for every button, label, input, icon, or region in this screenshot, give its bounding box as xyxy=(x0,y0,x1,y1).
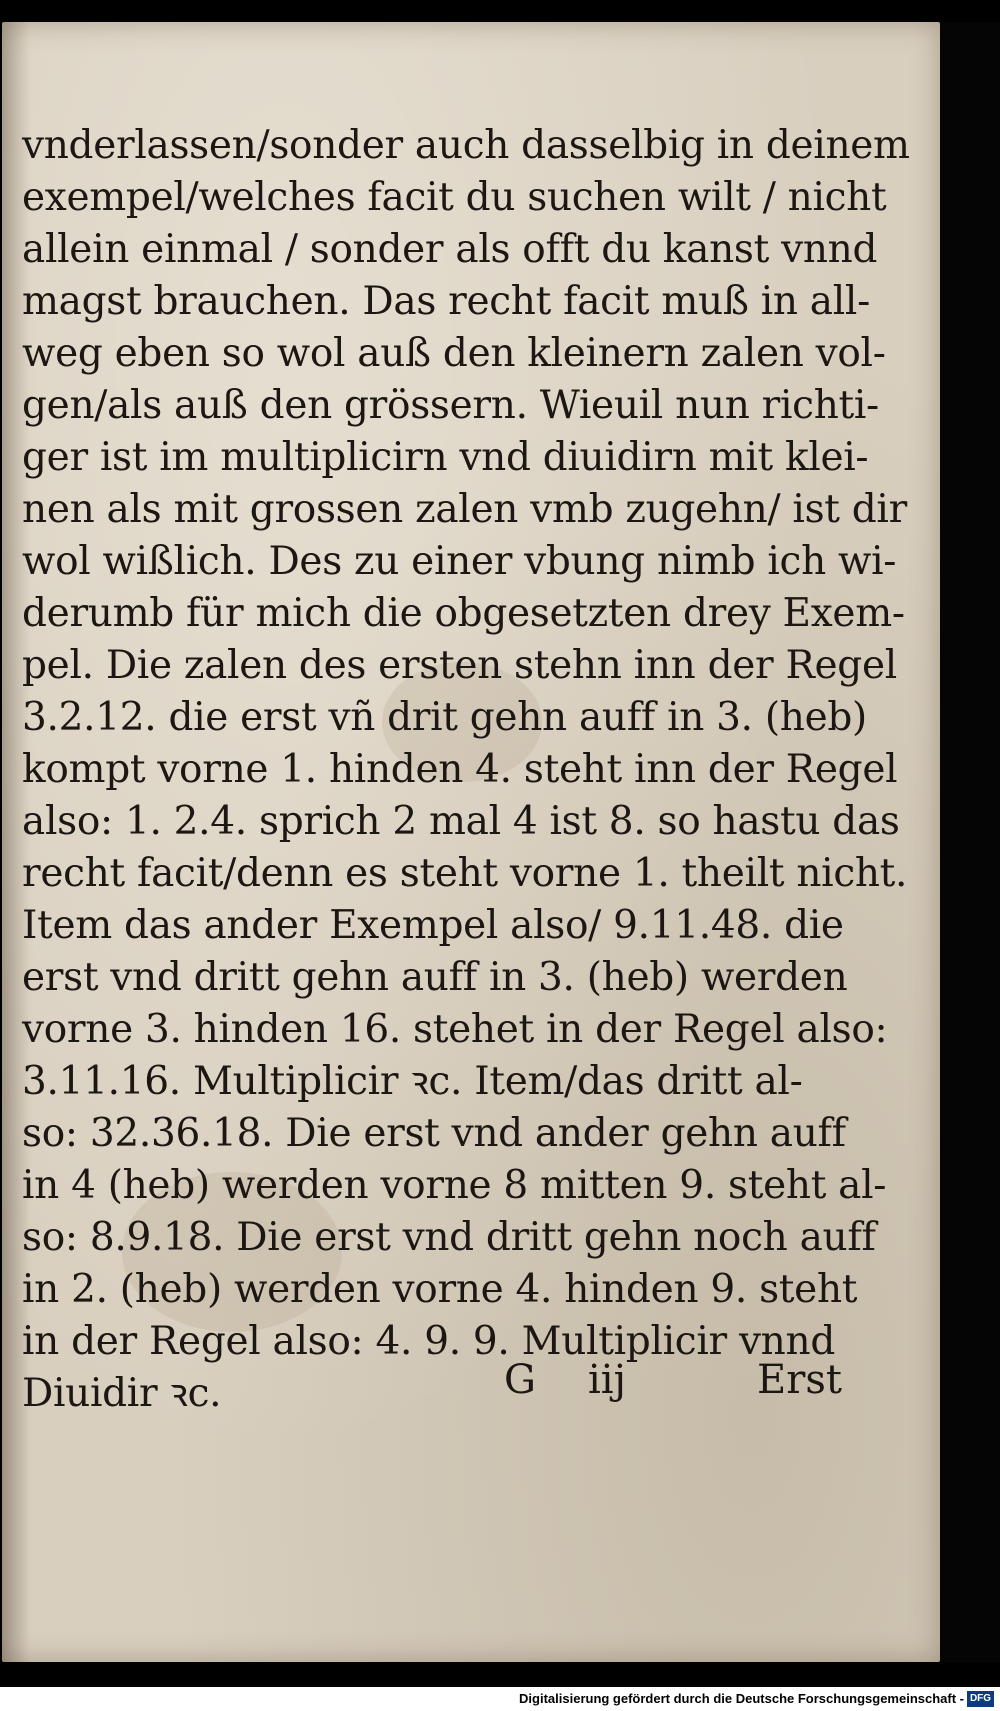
signature-mark: G xyxy=(504,1357,536,1403)
text-line: 3.11.16. Multiplicir ꝛc. Item/das dritt al- xyxy=(22,1059,803,1104)
signature-number: iij xyxy=(588,1357,626,1403)
dfg-logo-icon: DFG xyxy=(967,1691,994,1707)
text-line: vorne 3. hinden 16. stehet in der Regel also: xyxy=(22,1007,888,1052)
funding-credit-text: Digitalisierung gefördert durch die Deutsche Forschungsgemeinschaft - xyxy=(519,1691,964,1706)
text-line: in 4 (heb) werden vorne 8 mitten 9. steht al- xyxy=(22,1163,887,1208)
text-line: erst vnd dritt gehn auff in 3. (heb) werden xyxy=(22,955,848,1000)
text-line: in der Regel also: 4. 9. 9. Multiplicir vnnd xyxy=(22,1319,835,1364)
book-page xyxy=(2,22,940,1662)
text-line: gen/als auß den grössern. Wieuil nun richti- xyxy=(22,383,879,428)
text-line: so: 8.9.18. Die erst vnd dritt gehn noch auff xyxy=(22,1215,876,1260)
page-text xyxy=(22,120,910,1420)
text-line: weg eben so wol auß den kleinern zalen vol- xyxy=(22,331,886,376)
text-line: Item das ander Exempel also/ 9.11.48. die xyxy=(22,903,844,948)
text-line: Diuidir ꝛc. xyxy=(22,1371,222,1416)
page-footer xyxy=(2,1350,940,1410)
funding-credit-bar xyxy=(0,1687,1000,1711)
text-line: magst brauchen. Das recht facit muß in all- xyxy=(22,279,870,324)
text-line: so: 32.36.18. Die erst vnd ander gehn auff xyxy=(22,1111,846,1156)
text-line: nen als mit grossen zalen vmb zugehn/ ist dir xyxy=(22,487,907,532)
text-line: exempel/welches facit du suchen wilt / nicht xyxy=(22,175,887,220)
text-line: also: 1. 2.4. sprich 2 mal 4 ist 8. so hastu das xyxy=(22,799,900,844)
text-line: wol wißlich. Des zu einer vbung nimb ich wi- xyxy=(22,539,897,584)
text-line: 3.2.12. die erst vñ drit gehn auff in 3. (heb) xyxy=(22,695,867,740)
catchword: Erst xyxy=(757,1357,842,1403)
text-line: kompt vorne 1. hinden 4. steht inn der Regel xyxy=(22,747,898,792)
text-line: in 2. (heb) werden vorne 4. hinden 9. steht xyxy=(22,1267,858,1312)
text-line: ger ist im multiplicirn vnd diuidirn mit klei- xyxy=(22,435,869,480)
text-line: derumb für mich die obgesetzten drey Exem- xyxy=(22,591,905,636)
text-line: allein einmal / sonder als offt du kanst vnnd xyxy=(22,227,878,272)
text-line: vnderlassen/sonder auch dasselbig in deinem xyxy=(22,123,910,168)
text-line: recht facit/denn es steht vorne 1. theilt nicht. xyxy=(22,851,908,896)
text-line: pel. Die zalen des ersten stehn inn der Regel xyxy=(22,643,897,688)
scan-background xyxy=(940,22,1000,1662)
